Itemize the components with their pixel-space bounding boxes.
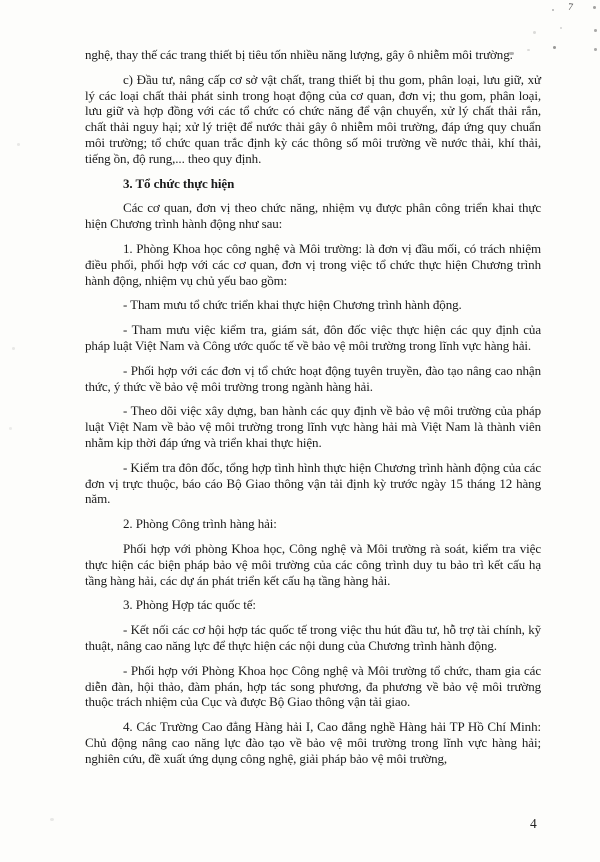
scan-speckle	[9, 427, 12, 430]
paragraph-unit-2: 2. Phòng Công trình hàng hải:	[123, 516, 277, 532]
page-number: 4	[530, 816, 537, 831]
bullet-item: - Phối hợp với các đơn vị tổ chức hoạt động tuyên truyền, đào tạo nâng cao nhận thức, ý thức về bảo vệ môi trường trong ngành hàng hải.	[85, 362, 541, 394]
paragraph-unit-2-body: Phối hợp với phòng Khoa học, Công nghệ và Môi trường rà soát, kiểm tra việc thực hiện các biện pháp bảo vệ môi trường của các công trình duy tu bảo trì kết cấu hạ tầng hàng hải, các dự án phát triển kết cấu hạ tầng hàng hải.	[85, 540, 541, 588]
scan-speckle	[594, 48, 597, 51]
corner-scan-mark: 7	[567, 1, 574, 14]
scan-speckle	[560, 27, 562, 29]
paragraph-continuation: nghệ, thay thế các trang thiết bị tiêu tốn nhiều năng lượng, gây ô nhiễm môi trường.	[85, 47, 513, 62]
bullet-item: - Kết nối các cơ hội hợp tác quốc tế trong việc thu hút đầu tư, hỗ trợ tài chính, kỹ thuật, nâng cao năng lực để thực hiện các nội dung của Chương trình hành động.	[85, 622, 541, 653]
bullet-item: - Kiểm tra đôn đốc, tổng hợp tình hình thực hiện Chương trình hành động của các đơn vị trực thuộc, báo cáo Bộ Giao thông vận tải định kỳ trước ngày 15 tháng 12 hàng năm.	[85, 459, 541, 507]
scan-speckle	[593, 6, 596, 9]
paragraph-unit-4: 4. Các Trường Cao đẳng Hàng hải I, Cao đẳng nghề Hàng hải TP Hồ Chí Minh: Chủ động nâng cao năng lực đào tạo về bảo vệ môi trường trong lĩnh vực hàng hải; nghiên cứu, đề xuất ứng dụng công nghệ, giải pháp bảo vệ môi trường,	[85, 719, 541, 766]
section-heading-3: 3. Tổ chức thực hiện	[123, 175, 235, 191]
scan-speckle	[12, 347, 15, 350]
scan-speckle	[533, 31, 536, 34]
scan-speckle	[553, 46, 556, 49]
scan-speckle	[17, 143, 20, 146]
bullet-item: - Tham mưu tổ chức triển khai thực hiện Chương trình hành động.	[123, 297, 462, 313]
paragraph-unit-1: 1. Phòng Khoa học công nghệ và Môi trường: là đơn vị đầu mối, có trách nhiệm điều phối, phối hợp với các cơ quan, đơn vị trong việc tổ chức thực hiện Chương trình hành động, nhiệm vụ chủ yếu bao gồm:	[85, 240, 541, 288]
paragraph-intro: Các cơ quan, đơn vị theo chức năng, nhiệm vụ được phân công triển khai thực hiện Chương trình hành động như sau:	[85, 200, 541, 232]
scan-speckle	[594, 29, 597, 32]
paragraph-item-c: c) Đầu tư, nâng cấp cơ sở vật chất, trang thiết bị thu gom, phân loại, lưu giữ, xử lý các loại chất thải phát sinh trong hoạt động của cơ quan, đơn vị; thu gom, phân loại, lưu giữ và hợp đồng với các tổ chức có chức năng để vận chuyển, xử lý chất thải rắn, chất thải nguy hại; xử lý triệt để nước thải gây ô nhiễm môi trường, đáp ứng quy chuẩn môi trường; tổ chức quan trắc định kỳ các thông số môi trường về nước thải, khí thải, tiếng ồn, độ rung,... theo quy định.	[85, 71, 541, 166]
document-body	[85, 47, 541, 766]
bullet-item: - Theo dõi việc xây dựng, ban hành các quy định về bảo vệ môi trường của pháp luật Việt Nam về bảo vệ môi trường trong lĩnh vực hàng hải mà Việt Nam là thành viên nhằm kịp thời đáp ứng và triển khai thực hiện.	[85, 403, 541, 450]
scan-speckle	[50, 818, 54, 821]
bullet-item: - Phối hợp với Phòng Khoa học Công nghệ và Môi trường tổ chức, tham gia các diễn đàn, hội thảo, đàm phán, hợp tác song phương, đa phương về bảo vệ môi trường thuộc trách nhiệm của Cục và được Bộ Giao thông vận tải giao.	[85, 662, 541, 710]
scan-speckle	[552, 9, 554, 11]
bullet-item: - Tham mưu việc kiểm tra, giám sát, đôn đốc việc thực hiện các quy định của pháp luật Việt Nam và Công ước quốc tế về bảo vệ môi trường trong lĩnh vực hàng hải.	[85, 322, 541, 353]
paragraph-unit-3: 3. Phòng Hợp tác quốc tế:	[123, 597, 256, 613]
